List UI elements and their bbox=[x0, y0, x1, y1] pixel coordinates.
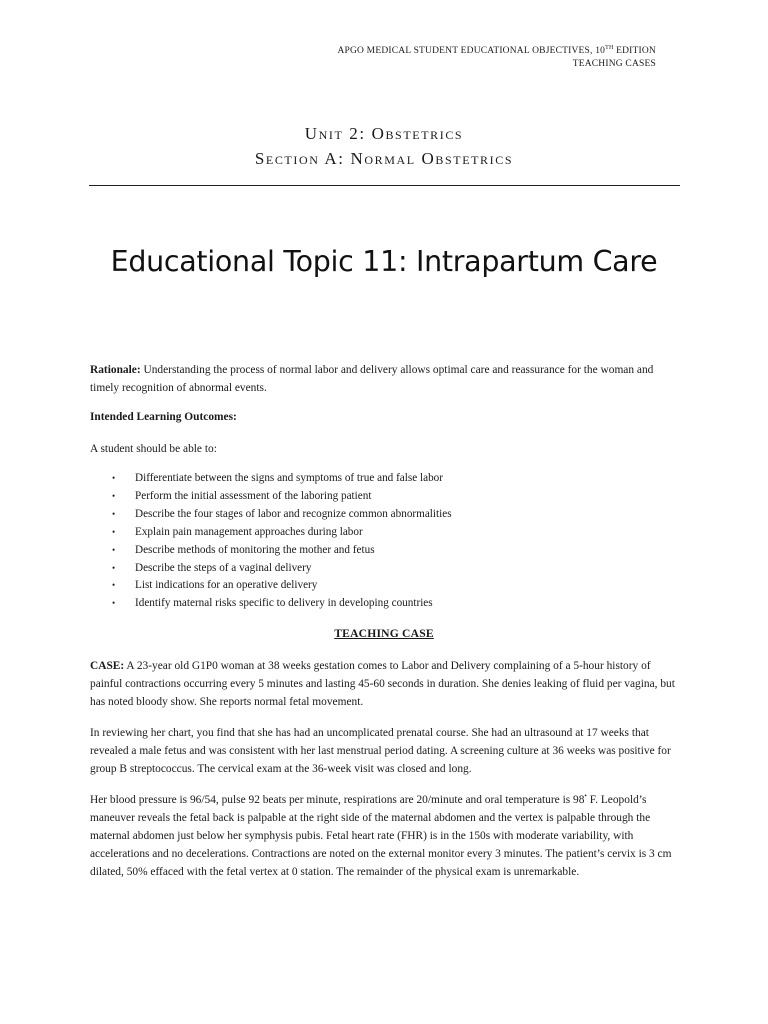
learning-outcomes-list bbox=[90, 470, 680, 613]
teaching-case-heading: TEACHING CASE bbox=[334, 627, 434, 640]
list-item: • Perform the initial assessment of the laboring patient bbox=[90, 488, 680, 506]
rationale-paragraph bbox=[90, 361, 680, 397]
case-paragraph-1: CASE: A 23-year old G1P0 woman at 38 weeks gestation comes to Labor and Delivery complaining of a 5-hour history of painful contractions occurring every 5 minutes and lasting 45-60 seconds in duration. She denies leaking of fluid per vagina, but has noted bloody show. She reports normal fetal movement. bbox=[90, 660, 675, 708]
bullet-icon: • bbox=[112, 580, 116, 591]
running-header bbox=[337, 45, 656, 71]
bullet-icon: • bbox=[112, 544, 116, 555]
list-item: • Describe methods of monitoring the mother and fetus bbox=[90, 542, 680, 560]
running-header-line-1: APGO MEDICAL STUDENT EDUCATIONAL OBJECTIVES, 10TH EDITION bbox=[337, 44, 656, 56]
list-item: • List indications for an operative delivery bbox=[90, 577, 680, 595]
learning-outcomes-heading: Intended Learning Outcomes: bbox=[90, 411, 237, 423]
bullet-icon: • bbox=[112, 473, 116, 483]
bullet-icon: • bbox=[112, 562, 116, 573]
case-paragraph-3: Her blood pressure is 96/54, pulse 92 beats per minute, respirations are 20/minute and oral temperature is 98• F. Leopold’s maneuver reveals the fetal back is palpable at the right side of the maternal abdomen and the vertex is palpable through the maternal abdomen just below her symphysis pubis. Fetal heart rate (FHR) is in the 150s with moderate variability, with accelerations and no decelerations. Contractions are noted on the external monitor every 3 minutes. The patient’s cervix is 3 cm dilated, 50% effaced with the fetal vertex at 0 station. The remainder of the physical exam is unremarkable. bbox=[90, 792, 672, 878]
topic-title: Educational Topic 11: Intrapartum Care bbox=[110, 245, 658, 278]
list-item: • Explain pain management approaches during labor bbox=[90, 524, 680, 542]
case-paragraph-2: In reviewing her chart, you find that she has had an uncomplicated prenatal course. She had an ultrasound at 17 weeks that revealed a male fetus and was consistent with her last menstrual period dating. A screening culture at 36 weeks was positive for group B streptococcus. The cervical exam at the 36-week visit was closed and long. bbox=[90, 727, 671, 775]
running-header-line-2: TEACHING CASES bbox=[572, 59, 656, 69]
list-item: • Describe the steps of a vaginal delivery bbox=[90, 560, 680, 578]
bullet-icon: • bbox=[112, 508, 116, 519]
rationale-text: Understanding the process of normal labor and delivery allows optimal care and reassurance for the woman and timely recognition of abnormal events. bbox=[90, 364, 654, 394]
list-item: • Differentiate between the signs and symptoms of true and false labor bbox=[90, 470, 680, 488]
bullet-icon: • bbox=[112, 598, 116, 609]
ordinal-superscript: TH bbox=[605, 44, 614, 51]
case-label: CASE: bbox=[90, 660, 125, 672]
unit-heading bbox=[0, 121, 768, 171]
learning-outcomes-intro: A student should be able to: bbox=[90, 443, 217, 455]
bullet-icon: • bbox=[112, 490, 116, 501]
section-title: Section A: Normal Obstetrics bbox=[254, 149, 514, 168]
list-item: • Identify maternal risks specific to delivery in developing countries bbox=[90, 595, 680, 613]
list-item: • Describe the four stages of labor and recognize common abnormalities bbox=[90, 506, 680, 524]
rationale-label: Rationale: bbox=[90, 364, 141, 376]
bullet-icon: • bbox=[112, 526, 116, 537]
divider-rule bbox=[89, 185, 680, 186]
degree-symbol: • bbox=[584, 792, 587, 801]
unit-title: Unit 2: Obstetrics bbox=[304, 124, 464, 143]
